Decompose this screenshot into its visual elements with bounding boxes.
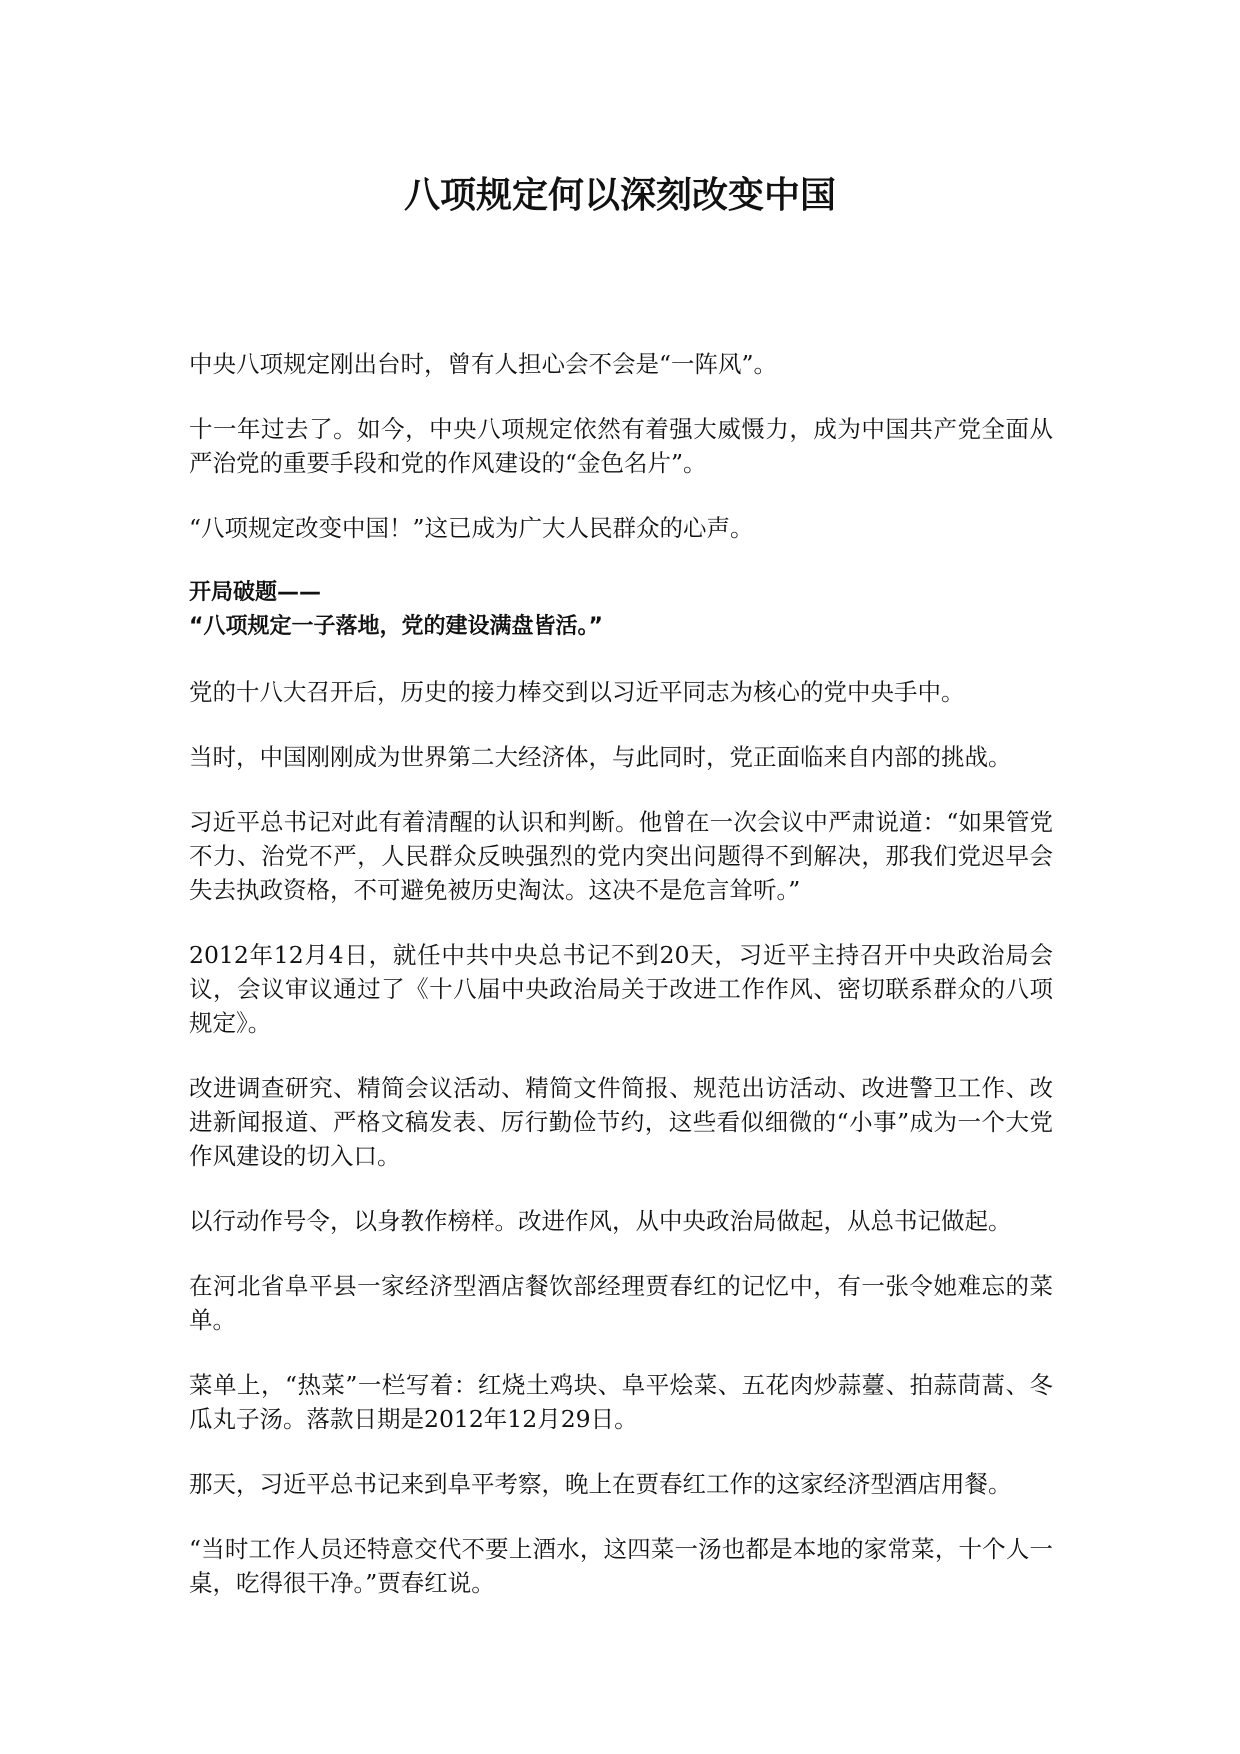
paragraph: 当时，中国刚刚成为世界第二大经济体，与此同时，党正面临来自内部的挑战。 — [189, 743, 1012, 771]
paragraph: 习近平总书记对此有着清醒的认识和判断。他曾在一次会议中严肃说道：“如果管党不力、治党不严，人民群众反映强烈的党内突出问题得不到解决，那我们党迟早会失去执政资格，不可避免被历史淘汰。这决不是危言耸听。” — [189, 808, 1053, 904]
paragraph: 改进调查研究、精简会议活动、精简文件简报、规范出访活动、改进警卫工作、改进新闻报道、严格文稿发表、厉行勤俭节约，这些看似细微的“小事”成为一个大党作风建设的切入口。 — [189, 1074, 1053, 1170]
paragraph: 2012年12月4日，就任中共中央总书记不到20天，习近平主持召开中央政治局会议，会议审议通过了《十八届中央政治局关于改进工作作风、密切联系群众的八项规定》。 — [189, 941, 1053, 1037]
paragraph: 那天，习近平总书记来到阜平考察，晚上在贾春红工作的这家经济型酒店用餐。 — [189, 1470, 1012, 1498]
section-heading — [189, 576, 1053, 644]
paragraph: 菜单上，“热菜”一栏写着：红烧土鸡块、阜平烩菜、五花肉炒蒜薹、拍蒜茼蒿、冬瓜丸子汤。落款日期是2012年12月29日。 — [189, 1371, 1053, 1433]
section-heading-line-2: “八项规定一子落地，党的建设满盘皆活。” — [189, 614, 603, 639]
paragraph: “八项规定改变中国！”这已成为广大人民群众的心声。 — [189, 514, 754, 542]
paragraph: 以行动作号令，以身教作榜样。改进作风，从中央政治局做起，从总书记做起。 — [189, 1207, 1012, 1235]
paragraph: 十一年过去了。如今，中央八项规定依然有着强大威慑力，成为中国共产党全面从严治党的重要手段和党的作风建设的“金色名片”。 — [189, 415, 1053, 477]
paragraph: 党的十八大召开后，历史的接力棒交到以习近平同志为核心的党中央手中。 — [189, 678, 965, 706]
document-title: 八项规定何以深刻改变中国 — [403, 175, 836, 216]
paragraph: “当时工作人员还特意交代不要上酒水，这四菜一汤也都是本地的家常菜，十个人一桌，吃得很干净。”贾春红说。 — [189, 1535, 1053, 1597]
document-body — [189, 347, 1053, 1631]
paragraph: 在河北省阜平县一家经济型酒店餐饮部经理贾春红的记忆中，有一张令她难忘的菜单。 — [189, 1272, 1053, 1334]
paragraph: 中央八项规定刚出台时，曾有人担心会不会是“一阵风”。 — [189, 350, 778, 378]
section-heading-line-1: 开局破题—— — [189, 580, 322, 605]
